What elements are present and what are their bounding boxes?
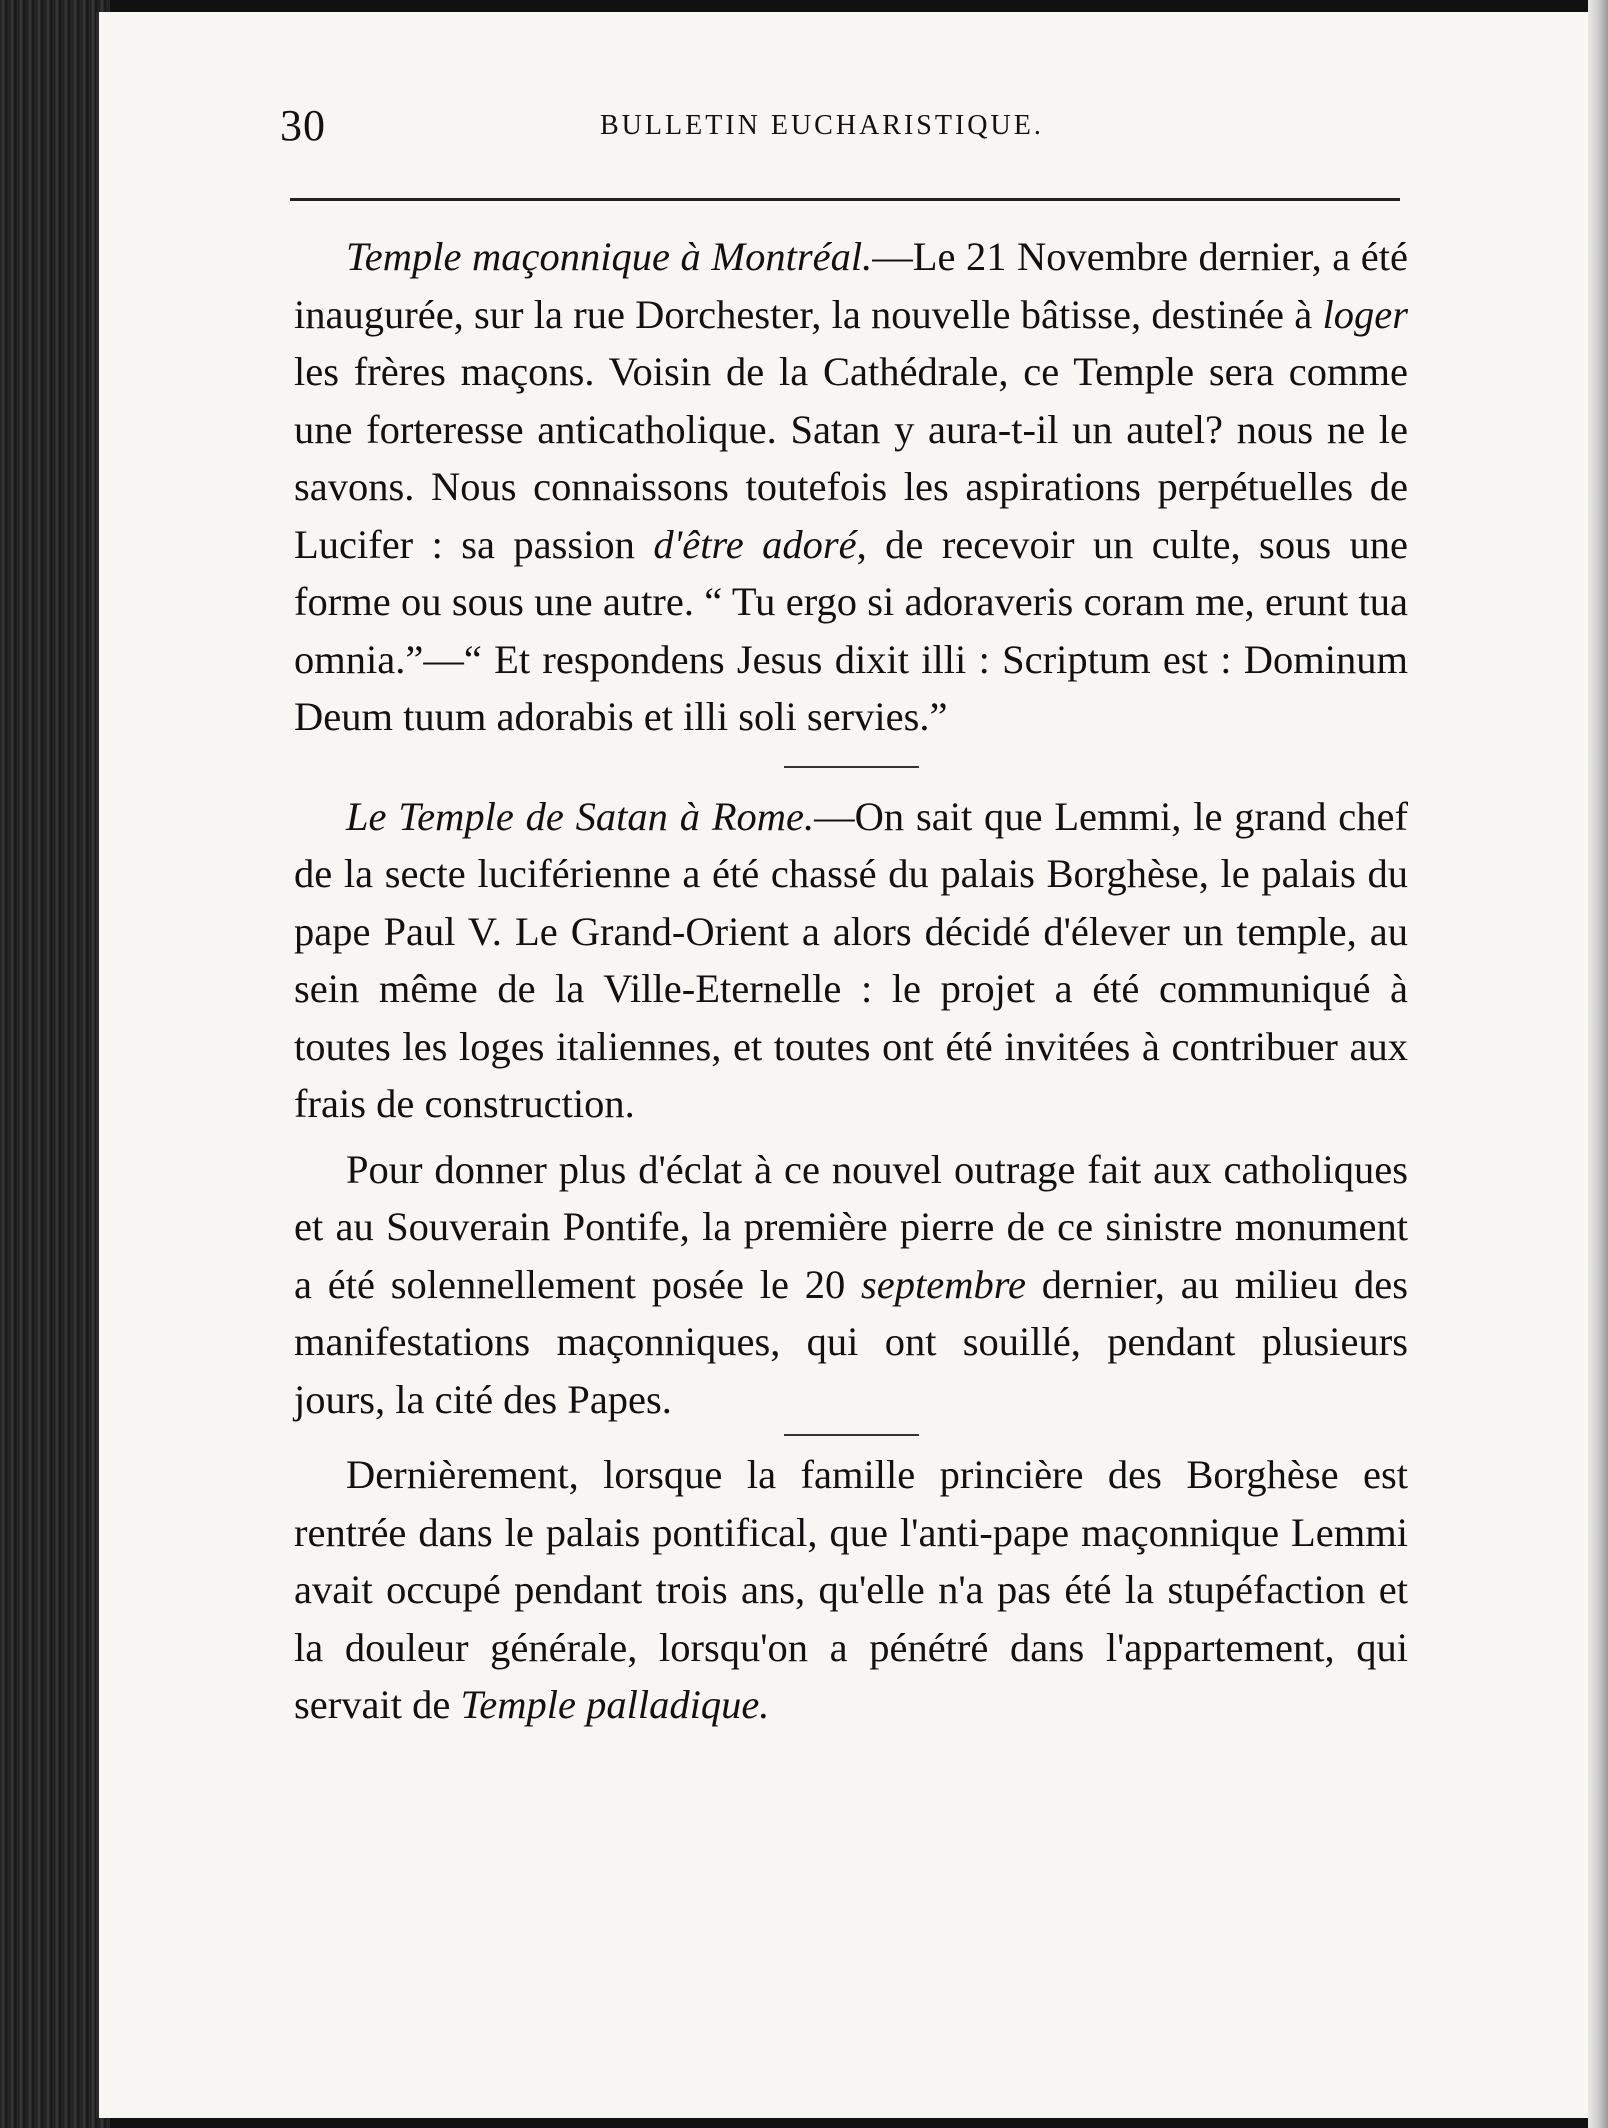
- page-header: [280, 100, 1400, 160]
- article-montreal: [294, 228, 1408, 746]
- page-body: [294, 228, 1408, 1734]
- article-text: Pour donner plus d'éclat à ce nouvel outrage fait aux catholiques et au Souverain Pontife, la première pierre de ce sinistre monument a été solennellement posée le 20: [294, 1146, 1408, 1307]
- article-title: Temple maçonnique à Montréal.: [346, 234, 873, 279]
- page-number: 30: [280, 101, 326, 150]
- article-text: les frères maçons. Voisin de la Cathédrale, ce Temple sera comme une forteresse anticatholique. Satan y aura-t-il un autel? nous ne le savons. Nous connaissons toutefois les aspirations perpétuelles de Lucifer : sa passion: [294, 349, 1408, 567]
- article-text: , de recevoir un culte, sous une forme ou sous une autre. “ Tu ergo si adoraveris coram me, erunt tua omnia.”—“ Et respondens Jesus dixit illi : Scriptum est : Dominum Deum tuum adorabis et illi soli servies.”: [294, 521, 1408, 739]
- article-title: Le Temple de Satan à Rome.: [346, 793, 815, 839]
- emphasis-text: d'être adoré: [653, 521, 857, 567]
- running-title: BULLETIN EUCHARISTIQUE.: [600, 110, 1044, 141]
- article-borghese: [294, 1446, 1408, 1734]
- title-dash: —: [872, 234, 913, 279]
- title-dash: —: [814, 793, 855, 839]
- article-text: On sait que Lemmi, le grand chef de la secte luciférienne a été chassé du palais Borghèse, le palais du pape Paul V. Le Grand-Orient a alors décidé d'élever un temple, au sein même de la Ville-Eternelle : le projet a été communiqué à toutes les loges italiennes, et toutes ont été invitées à contribuer aux frais de construction.: [294, 793, 1408, 1126]
- emphasis-text: Temple palladique.: [460, 1682, 770, 1727]
- book-gutter: [0, 0, 110, 2128]
- article-text: Le 21 Novembre dernier, a été inaugurée, sur la rue Dorchester, la nouvelle bâtisse, destinée à: [294, 234, 1408, 337]
- article-text: Dernièrement, lorsque la famille princière des Borghèse est rentrée dans le palais pontifical, que l'anti-pape maçonnique Lemmi avait occupé pendant trois ans, qu'elle n'a pas été la stupéfaction et la douleur générale, lorsqu'on a pénétré dans l'appartement, qui servait de: [294, 1452, 1408, 1727]
- emphasis-text: loger: [1322, 291, 1408, 337]
- header-rule: [290, 198, 1400, 201]
- page-edge: [1588, 0, 1608, 2128]
- emphasis-text: septembre: [861, 1261, 1026, 1307]
- section-separator: [784, 766, 919, 768]
- article-rome: [294, 788, 1408, 1133]
- section-separator: [784, 1434, 919, 1436]
- article-text: dernier, au milieu des manifestations maçonniques, qui ont souillé, pendant plusieurs jours, la cité des Papes.: [294, 1261, 1408, 1422]
- article-rome-paragraph-2: [294, 1141, 1408, 1429]
